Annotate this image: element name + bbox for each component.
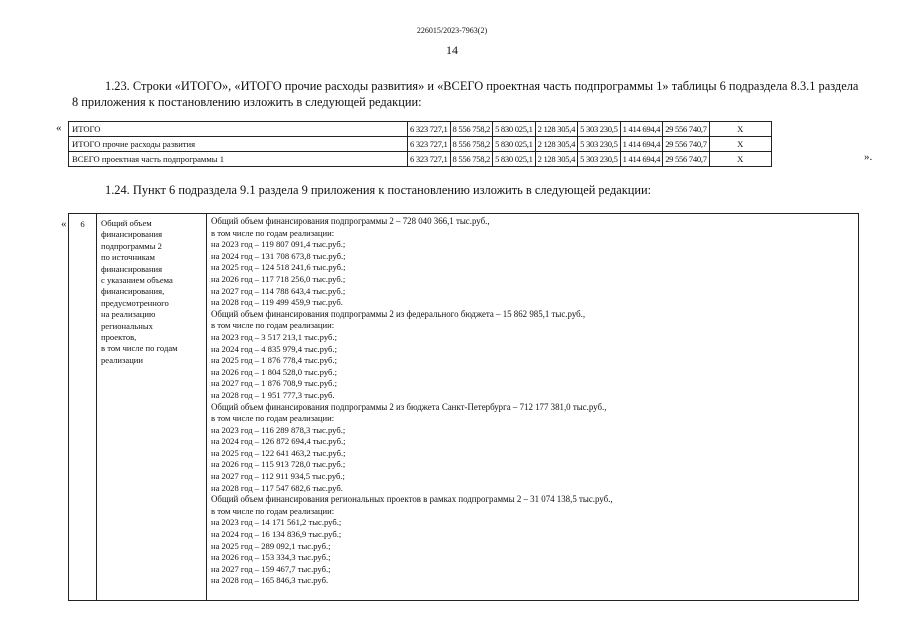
label-line: с указанием объема <box>101 275 173 286</box>
content-line: в том числе по годам реализации: <box>211 505 335 516</box>
page-number: 14 <box>446 43 458 57</box>
cell-v2: 8 556 758,2 <box>450 152 493 167</box>
item-label <box>97 214 207 601</box>
label-line: региональных <box>101 320 153 331</box>
cell-total: 29 556 740,7 <box>663 152 710 167</box>
cell-total: 29 556 740,7 <box>663 137 710 152</box>
cell-v2: 8 556 758,2 <box>450 122 493 137</box>
content-line: на 2026 год – 117 718 256,0 тыс.руб.; <box>211 273 346 284</box>
cell-v3: 5 830 025,1 <box>493 122 536 137</box>
label-line: предусмотренного <box>101 297 169 308</box>
content-line: на 2023 год – 3 517 213,1 тыс.руб.; <box>211 331 337 342</box>
content-line: в том числе по годам реализации: <box>211 227 335 238</box>
content-line: на 2025 год – 122 641 463,2 тыс.руб.; <box>211 447 346 458</box>
paragraph-1-23: 1.23. Строки «ИТОГО», «ИТОГО прочие расходы развития» и «ВСЕГО проектная часть подпрограммы 1» таблицы 6 подраздела 8.3.1 раздела 8 приложения к постановлению изложить в следующей редакции: <box>72 79 859 109</box>
label-line: в том числе по годам <box>101 343 178 354</box>
quote-open: « <box>61 218 67 230</box>
content-line: на 2023 год – 119 807 091,4 тыс.руб.; <box>211 239 346 250</box>
label-line: подпрограммы 2 <box>101 240 162 251</box>
paragraph-1-24: 1.24. Пункт 6 подраздела 9.1 раздела 9 приложения к постановлению изложить в следующей редакции: <box>105 183 652 197</box>
table-row <box>69 214 859 601</box>
content-line: на 2023 год – 14 171 561,2 тыс.руб.; <box>211 517 342 528</box>
row-label: ИТОГО <box>69 122 408 137</box>
content-line: на 2024 год – 4 835 979,4 тыс.руб.; <box>211 343 337 354</box>
cell-v5: 5 303 230,5 <box>578 137 621 152</box>
content-line: на 2026 год – 153 334,3 тыс.руб.; <box>211 552 331 563</box>
cell-v4: 2 128 305,4 <box>535 122 578 137</box>
cell-v6: 1 414 694,4 <box>620 122 663 137</box>
content-line: на 2028 год – 165 846,3 тыс.руб. <box>211 575 329 586</box>
content-line: на 2027 год – 1 876 708,9 тыс.руб.; <box>211 378 337 389</box>
cell-v5: 5 303 230,5 <box>578 122 621 137</box>
content-line: в том числе по годам реализации: <box>211 320 335 331</box>
content-line: на 2025 год – 289 092,1 тыс.руб.; <box>211 540 331 551</box>
content-line: на 2027 год – 114 788 643,4 тыс.руб.; <box>211 285 346 296</box>
content-line: на 2028 год – 117 547 682,6 тыс.руб. <box>211 482 343 493</box>
label-line: Общий объем <box>101 218 152 228</box>
financing-table <box>68 213 859 601</box>
label-line: реализации <box>101 354 143 365</box>
content-line: Общий объем финансирования подпрограммы 2 из федерального бюджета – 15 862 985,1 тыс.руб., <box>211 308 586 319</box>
cell-total: 29 556 740,7 <box>663 122 710 137</box>
cell-v3: 5 830 025,1 <box>493 137 536 152</box>
content-line: Общий объем финансирования подпрограммы 2 из бюджета Санкт-Петербурга – 712 177 381,0 тыс.руб., <box>211 401 607 412</box>
content-line: Общий объем финансирования региональных проектов в рамках подпрограммы 2 – 31 074 138,5 тыс.руб., <box>211 494 613 505</box>
cell-v6: 1 414 694,4 <box>620 137 663 152</box>
content-line: на 2024 год – 126 872 694,4 тыс.руб.; <box>211 436 346 447</box>
cell-v4: 2 128 305,4 <box>535 137 578 152</box>
content-line: на 2027 год – 159 467,7 тыс.руб.; <box>211 563 331 574</box>
label-line: финансирования, <box>101 286 165 297</box>
content-line: на 2028 год – 119 499 459,9 тыс.руб. <box>211 297 343 308</box>
content-line: в том числе по годам реализации: <box>211 413 335 424</box>
content-line: Общий объем финансирования подпрограммы 2 – 728 040 366,1 тыс.руб., <box>211 216 490 226</box>
content-line: на 2027 год – 112 911 934,5 тыс.руб.; <box>211 471 345 482</box>
content-line: на 2023 год – 116 289 878,3 тыс.руб.; <box>211 424 346 435</box>
cell-v2: 8 556 758,2 <box>450 137 493 152</box>
quote-open: « <box>56 122 62 134</box>
content-line: на 2026 год – 1 804 528,0 тыс.руб.; <box>211 366 337 377</box>
label-line: по источникам <box>101 252 155 263</box>
cell-v1: 6 323 727,1 <box>408 137 451 152</box>
content-line: на 2025 год – 124 518 241,6 тыс.руб.; <box>211 262 346 273</box>
row-label: ВСЕГО проектная часть подпрограммы 1 <box>69 152 408 167</box>
label-line: на реализацию <box>101 309 156 320</box>
cell-x: X <box>709 137 771 152</box>
content-line: на 2024 год – 16 134 836,9 тыс.руб.; <box>211 529 342 540</box>
cell-v5: 5 303 230,5 <box>578 152 621 167</box>
table-row <box>69 122 772 137</box>
cell-v1: 6 323 727,1 <box>408 152 451 167</box>
quote-close: ». <box>864 151 873 163</box>
cell-x: X <box>709 122 771 137</box>
table-row <box>69 152 772 167</box>
row-label: ИТОГО прочие расходы развития <box>69 137 408 152</box>
cell-v1: 6 323 727,1 <box>408 122 451 137</box>
item-content <box>207 214 859 601</box>
cell-v6: 1 414 694,4 <box>620 152 663 167</box>
content-line: на 2026 год – 115 913 728,0 тыс.руб.; <box>211 459 346 470</box>
cell-v4: 2 128 305,4 <box>535 152 578 167</box>
label-line: проектов, <box>101 332 137 343</box>
label-line: финансирования <box>101 229 163 240</box>
content-line: на 2024 год – 131 708 673,8 тыс.руб.; <box>211 250 346 261</box>
content-line: на 2025 год – 1 876 778,4 тыс.руб.; <box>211 355 337 366</box>
document-number: 226015/2023-7963(2) <box>416 26 488 35</box>
totals-table <box>68 121 772 167</box>
content-line: на 2028 год – 1 951 777,3 тыс.руб. <box>211 389 335 400</box>
item-number: 6 <box>69 214 97 601</box>
table-row <box>69 137 772 152</box>
cell-x: X <box>709 152 771 167</box>
cell-v3: 5 830 025,1 <box>493 152 536 167</box>
label-line: финансирования <box>101 263 163 274</box>
